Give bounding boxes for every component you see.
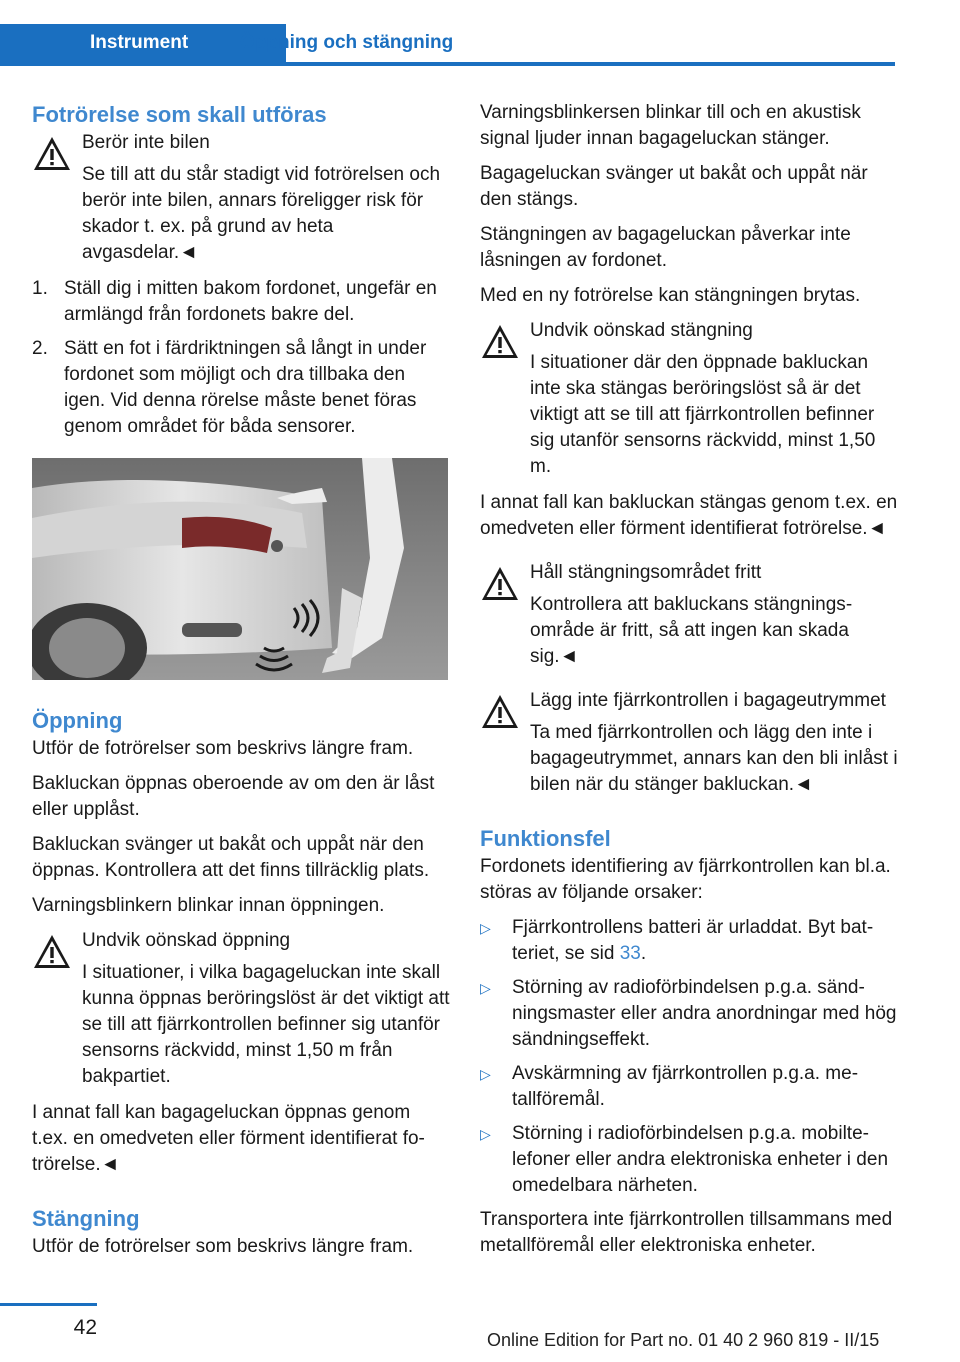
warning-body: Kontrollera att bakluckans stängningsområde är fritt, så att ingen kan skada sig.◄ xyxy=(530,594,853,667)
warning-body: Ta med fjärrkontrollen och lägg den inte i bagageutrymmet, annars kan den bli inlåst i bilen när du stänger bakluckan.◄ xyxy=(530,722,898,795)
warning-block xyxy=(480,318,900,480)
section-title-closing: Stängning xyxy=(32,1206,140,1231)
list-item-suffix: . xyxy=(640,943,647,964)
warning-title: Undvik oönskad öppning xyxy=(82,930,291,951)
triangle-bullet-icon: ▷ xyxy=(480,1066,491,1082)
list-item xyxy=(480,1061,900,1113)
tab-instrument[interactable]: Instrument xyxy=(0,24,286,62)
paragraph: Fordonets identifiering av fjärrkontrollen kan bl.a. störas av följande orsaker: xyxy=(480,856,891,903)
warning-block xyxy=(480,560,900,670)
header-tab-bar xyxy=(0,24,895,66)
foot-sensor-illustration xyxy=(32,458,448,680)
paragraph: Bakluckan svänger ut bakåt och uppåt när den öppnas. Kontrollera att det finns tillräcklig plats. xyxy=(32,834,430,881)
paragraph: Bagageluckan svänger ut bakåt och uppåt när den stängs. xyxy=(480,163,868,210)
section-title-malfunction: Funktionsfel xyxy=(480,826,611,851)
paragraph: Varningsblinkern blinkar innan öppningen. xyxy=(32,895,385,916)
section-title-opening: Öppning xyxy=(32,708,123,733)
warning-block xyxy=(32,130,450,266)
warning-title: Lägg inte fjärrkontrollen i bagageutrymmet xyxy=(530,690,886,711)
paragraph: Med en ny fotrörelse kan stängningen brytas. xyxy=(480,285,861,306)
warning-body: I situationer, i vilka bagageluckan inte skall kunna öppnas beröringslöst är det viktigt att se till att fjärrkontrollen befinner sig utanför sensorns räckvidd, minst 1,50 m från bakpartiet. xyxy=(82,962,450,1087)
edition-note: Online Edition for Part no. 01 40 2 960 819 - II/15 xyxy=(487,1330,880,1350)
step-number: 1. xyxy=(32,278,48,299)
list-item xyxy=(480,1121,900,1199)
list-item-text: Störning av radioförbindelsen p.g.a. sändningsmaster eller andra anordningar med hög sändningseffekt. xyxy=(512,977,897,1050)
warning-triangle-icon xyxy=(32,932,72,972)
list-item-text: Avskärmning av fjärrkontrollen p.g.a. metallföremål. xyxy=(512,1063,859,1110)
paragraph: I annat fall kan bagageluckan öppnas genom t.ex. en omedveten eller förment identifierat fotrörelse.◄ xyxy=(32,1102,425,1175)
warning-triangle-icon xyxy=(32,134,72,174)
steps-list xyxy=(32,276,450,440)
warning-body: Se till att du står stadigt vid fotrörelsen och berör inte bilen, annars föreligger risk för skador t. ex. på grund av heta avgasdelar.◄ xyxy=(82,164,441,263)
list-item-text: Störning i radioförbindelsen p.g.a. mobiltelefoner eller andra elektroniska enheter i den omedelbara närheten. xyxy=(512,1123,889,1196)
paragraph: Transportera inte fjärrkontrollen tillsammans med metallföremål eller elektroniska enheter. xyxy=(480,1209,893,1256)
triangle-bullet-icon: ▷ xyxy=(480,920,491,936)
list-item xyxy=(32,336,450,440)
triangle-bullet-icon: ▷ xyxy=(480,980,491,996)
page-link[interactable]: 33 xyxy=(619,943,641,964)
warning-title: Berör inte bilen xyxy=(82,132,210,153)
triangle-bullet-icon: ▷ xyxy=(480,1126,491,1142)
paragraph: Utför de fotrörelser som beskrivs längre fram. xyxy=(32,1236,414,1257)
section-title-foot-movement: Fotrörelse som skall utföras xyxy=(32,102,327,127)
paragraph: Bakluckan öppnas oberoende av om den är låst eller upplåst. xyxy=(32,773,435,820)
step-text: Ställ dig i mitten bakom fordonet, ungefär en armlängd från fordonets bakre del. xyxy=(64,278,437,325)
warning-title: Håll stängningsområdet fritt xyxy=(530,562,762,583)
list-item xyxy=(480,975,900,1053)
step-number: 2. xyxy=(32,338,48,359)
step-text: Sätt en fot i färdriktningen så långt in under fordonet som möjligt och dra tillbaka den igen. Vid denna rörelse måste benet föras genom området för båda sensorer. xyxy=(64,338,427,437)
paragraph: Varningsblinkersen blinkar till och en akustisk signal ljuder innan bagageluckan stänger. xyxy=(480,102,861,149)
warning-triangle-icon xyxy=(480,692,520,732)
paragraph: I annat fall kan bakluckan stängas genom t.ex. en omedveten eller förment identifierat fotrörelse.◄ xyxy=(480,492,898,539)
left-column xyxy=(32,100,450,1269)
tab-opening-closing[interactable]: Öppning och stängning xyxy=(240,32,454,53)
warning-title: Undvik oönskad stängning xyxy=(530,320,753,341)
footer-rule xyxy=(0,1303,97,1306)
page-number: 42 xyxy=(73,1316,97,1339)
warning-block xyxy=(32,928,450,1090)
paragraph: Utför de fotrörelser som beskrivs längre fram. xyxy=(32,738,414,759)
fault-list xyxy=(480,915,900,1199)
right-column xyxy=(480,100,900,1268)
warning-triangle-icon xyxy=(480,322,520,362)
list-item-text: Fjärrkontrollens batteri är urladdat. Byt batteriet, se sid xyxy=(512,917,874,964)
warning-body: I situationer där den öppnade bakluckan inte ska stängas beröringslöst så är det viktigt att se till att fjärrkontrollen befinner sig utanför sensorns räckvidd, minst 1,50 m. xyxy=(530,352,876,477)
list-item xyxy=(32,276,450,328)
warning-block xyxy=(480,688,900,798)
paragraph: Stängningen av bagageluckan påverkar inte låsningen av fordonet. xyxy=(480,224,851,271)
warning-triangle-icon xyxy=(480,564,520,604)
list-item xyxy=(480,915,900,967)
